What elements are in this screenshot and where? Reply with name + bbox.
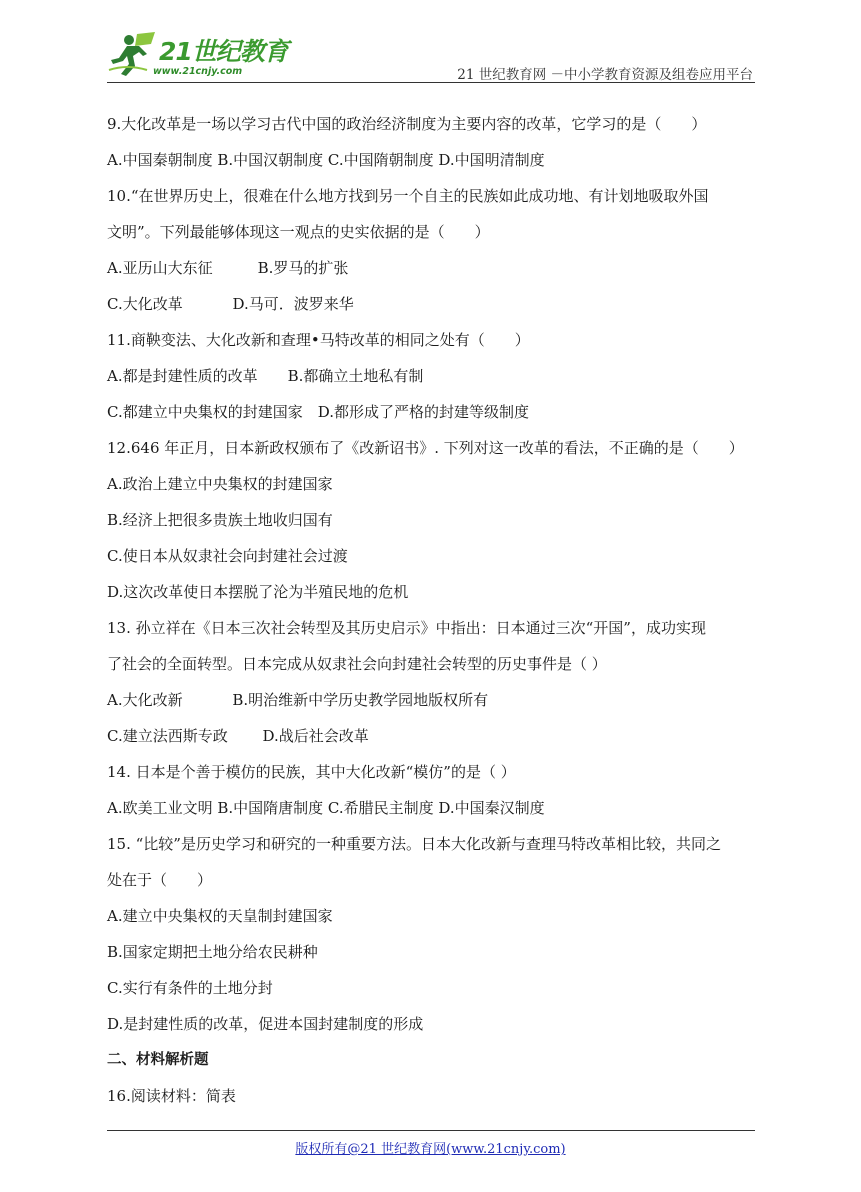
option-b: B.国家定期把土地分给农民耕种	[107, 943, 318, 961]
document-body	[107, 106, 757, 1114]
question-stem: 15. “比较”是历史学习和研究的一种重要方法。日本大化改新与查理马特改革相比较，共同之	[107, 835, 721, 853]
question-options: C.大化改革 D.马可．波罗来华	[107, 295, 354, 313]
option-d: D.这次改革使日本摆脱了沦为半殖民地的危机	[107, 583, 409, 601]
question-options: A.大化改新 B.明治维新中学历史教学园地版权所有	[107, 691, 489, 709]
question-stem: 11.商鞅变法、大化改新和查理•马特改革的相同之处有（ ）	[107, 331, 530, 349]
option-d: D.是封建性质的改革，促进本国封建制度的形成	[107, 1015, 424, 1033]
question-12	[107, 430, 757, 610]
question-14	[107, 754, 757, 826]
question-stem-cont: 了社会的全面转型。日本完成从奴隶社会向封建社会转型的历史事件是（ ）	[107, 655, 607, 673]
option-b: B.经济上把很多贵族土地收归国有	[107, 511, 333, 529]
question-stem: 10.“在世界历史上，很难在什么地方找到另一个自主的民族如此成功地、有计划地吸取外国	[107, 187, 709, 205]
logo-text: 21世纪教育	[159, 37, 288, 66]
question-options: A.欧美工业文明 B.中国隋唐制度 C.希腊民主制度 D.中国秦汉制度	[107, 799, 545, 817]
question-13	[107, 610, 757, 754]
question-options: A.中国秦朝制度 B.中国汉朝制度 C.中国隋朝制度 D.中国明清制度	[107, 151, 545, 169]
header-divider	[107, 82, 755, 83]
question-stem: 13. 孙立祥在《日本三次社会转型及其历史启示》中指出：日本通过三次“开国”，成功实现	[107, 619, 706, 637]
question-16: 16.阅读材料：简表	[107, 1087, 236, 1105]
question-stem: 14. 日本是个善于模仿的民族，其中大化改新“模仿”的是（ ）	[107, 763, 516, 781]
footer-divider	[107, 1130, 755, 1131]
option-c: C.实行有条件的土地分封	[107, 979, 273, 997]
question-stem-cont: 文明”。下列最能够体现这一观点的史实依据的是（ ）	[107, 223, 490, 241]
question-stem-cont: 处在于（ ）	[107, 871, 213, 889]
site-caption: 21 世纪教育网 －中小学教育资源及组卷应用平台	[457, 67, 753, 83]
question-15	[107, 826, 757, 1042]
option-a: A.建立中央集权的天皇制封建国家	[107, 907, 333, 925]
copyright-link[interactable]: 版权所有@21 世纪教育网(www.21cnjy.com)	[295, 1142, 566, 1157]
question-9	[107, 106, 757, 178]
question-stem: 9.大化改革是一场以学习古代中国的政治经济制度为主要内容的改革，它学习的是（ ）	[107, 115, 707, 133]
question-options: C.建立法西斯专政 D.战后社会改革	[107, 727, 369, 745]
option-a: A.政治上建立中央集权的封建国家	[107, 475, 333, 493]
page-header	[0, 0, 861, 90]
question-options: C.都建立中央集权的封建国家 D.都形成了严格的封建等级制度	[107, 403, 529, 421]
option-c: C.使日本从奴隶社会向封建社会过渡	[107, 547, 348, 565]
question-10	[107, 178, 757, 322]
question-options: A.亚历山大东征 B.罗马的扩张	[107, 259, 349, 277]
question-options: A.都是封建性质的改革 B.都确立土地私有制	[107, 367, 424, 385]
logo-url: www.21cnjy.com	[153, 66, 243, 77]
question-11	[107, 322, 757, 430]
site-logo[interactable]	[107, 30, 287, 82]
section-title: 二、材料解析题	[107, 1052, 209, 1068]
question-stem: 12.646 年正月，日本新政权颁布了《改新诏书》. 下列对这一改革的看法，不正确的是（ ）	[107, 439, 744, 457]
runner-logo-icon	[107, 30, 159, 78]
